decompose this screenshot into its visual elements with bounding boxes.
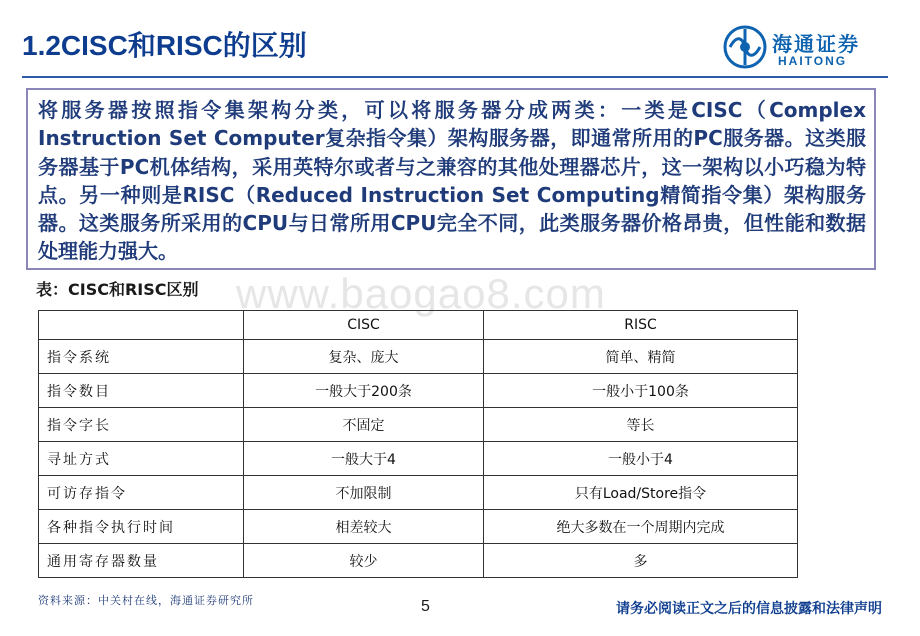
risc-cell: 简单、精简	[484, 340, 798, 374]
row-label: 通用寄存器数量	[39, 544, 244, 578]
risc-cell: 一般小于100条	[484, 374, 798, 408]
table-row	[39, 510, 798, 544]
row-label: 各种指令执行时间	[39, 510, 244, 544]
risc-cell: 等长	[484, 408, 798, 442]
risc-cell: 只有Load/Store指令	[484, 476, 798, 510]
row-label: 指令系统	[39, 340, 244, 374]
cisc-cell: 不固定	[244, 408, 484, 442]
table-row	[39, 408, 798, 442]
source-note: 资料来源：中关村在线，海通证券研究所	[38, 594, 254, 607]
comparison-table	[38, 310, 798, 578]
header-cell-risc: RISC	[484, 311, 798, 340]
table-caption: 表：CISC和RISC区别	[36, 280, 199, 299]
cisc-cell: 不加限制	[244, 476, 484, 510]
disclaimer-link[interactable]: 请务必阅读正文之后的信息披露和法律声明	[616, 601, 882, 617]
table-row	[39, 544, 798, 578]
cisc-cell: 相差较大	[244, 510, 484, 544]
table-row	[39, 476, 798, 510]
cisc-cell: 一般大于200条	[244, 374, 484, 408]
cisc-cell: 复杂、庞大	[244, 340, 484, 374]
risc-cell: 多	[484, 544, 798, 578]
intro-paragraph: 将服务器按照指令集架构分类，可以将服务器分成两类：一类是CISC（Complex Instruction Set Computer复杂指令集）架构服务器，即通常所用的PC服务器。这类服务器基于PC机体结构，采用英特尔或者与之兼容的其他处理器芯片，这一架构以小巧稳为特点。另一种则是RISC（Reduced Instruction Set Computing精简指令集）架构服务器。这类服务所采用的CPU与日常所用CPU完全不同，此类服务器价格昂贵，但性能和数据处理能力强大。	[38, 98, 866, 264]
row-label: 寻址方式	[39, 442, 244, 476]
risc-cell: 一般小于4	[484, 442, 798, 476]
table-header-row	[39, 311, 798, 340]
table-row	[39, 374, 798, 408]
table-row	[39, 442, 798, 476]
logo-name-cn: 海通证券	[772, 32, 860, 56]
risc-cell: 绝大多数在一个周期内完成	[484, 510, 798, 544]
row-label: 指令数目	[39, 374, 244, 408]
watermark: www.baogao8.com	[236, 270, 606, 317]
row-label: 可访存指令	[39, 476, 244, 510]
page-number: 5	[421, 598, 430, 615]
page-title: 1.2CISC和RISC的区别	[22, 30, 307, 61]
company-logo	[722, 24, 902, 74]
cisc-cell: 一般大于4	[244, 442, 484, 476]
header-cell-cisc: CISC	[244, 311, 484, 340]
cisc-cell: 较少	[244, 544, 484, 578]
header-cell-blank	[39, 311, 244, 340]
header-divider	[22, 76, 888, 78]
table-row	[39, 340, 798, 374]
intro-box	[26, 88, 876, 270]
row-label: 指令字长	[39, 408, 244, 442]
haitong-emblem-icon	[722, 24, 768, 70]
logo-name-en: HAITONG	[778, 54, 848, 68]
